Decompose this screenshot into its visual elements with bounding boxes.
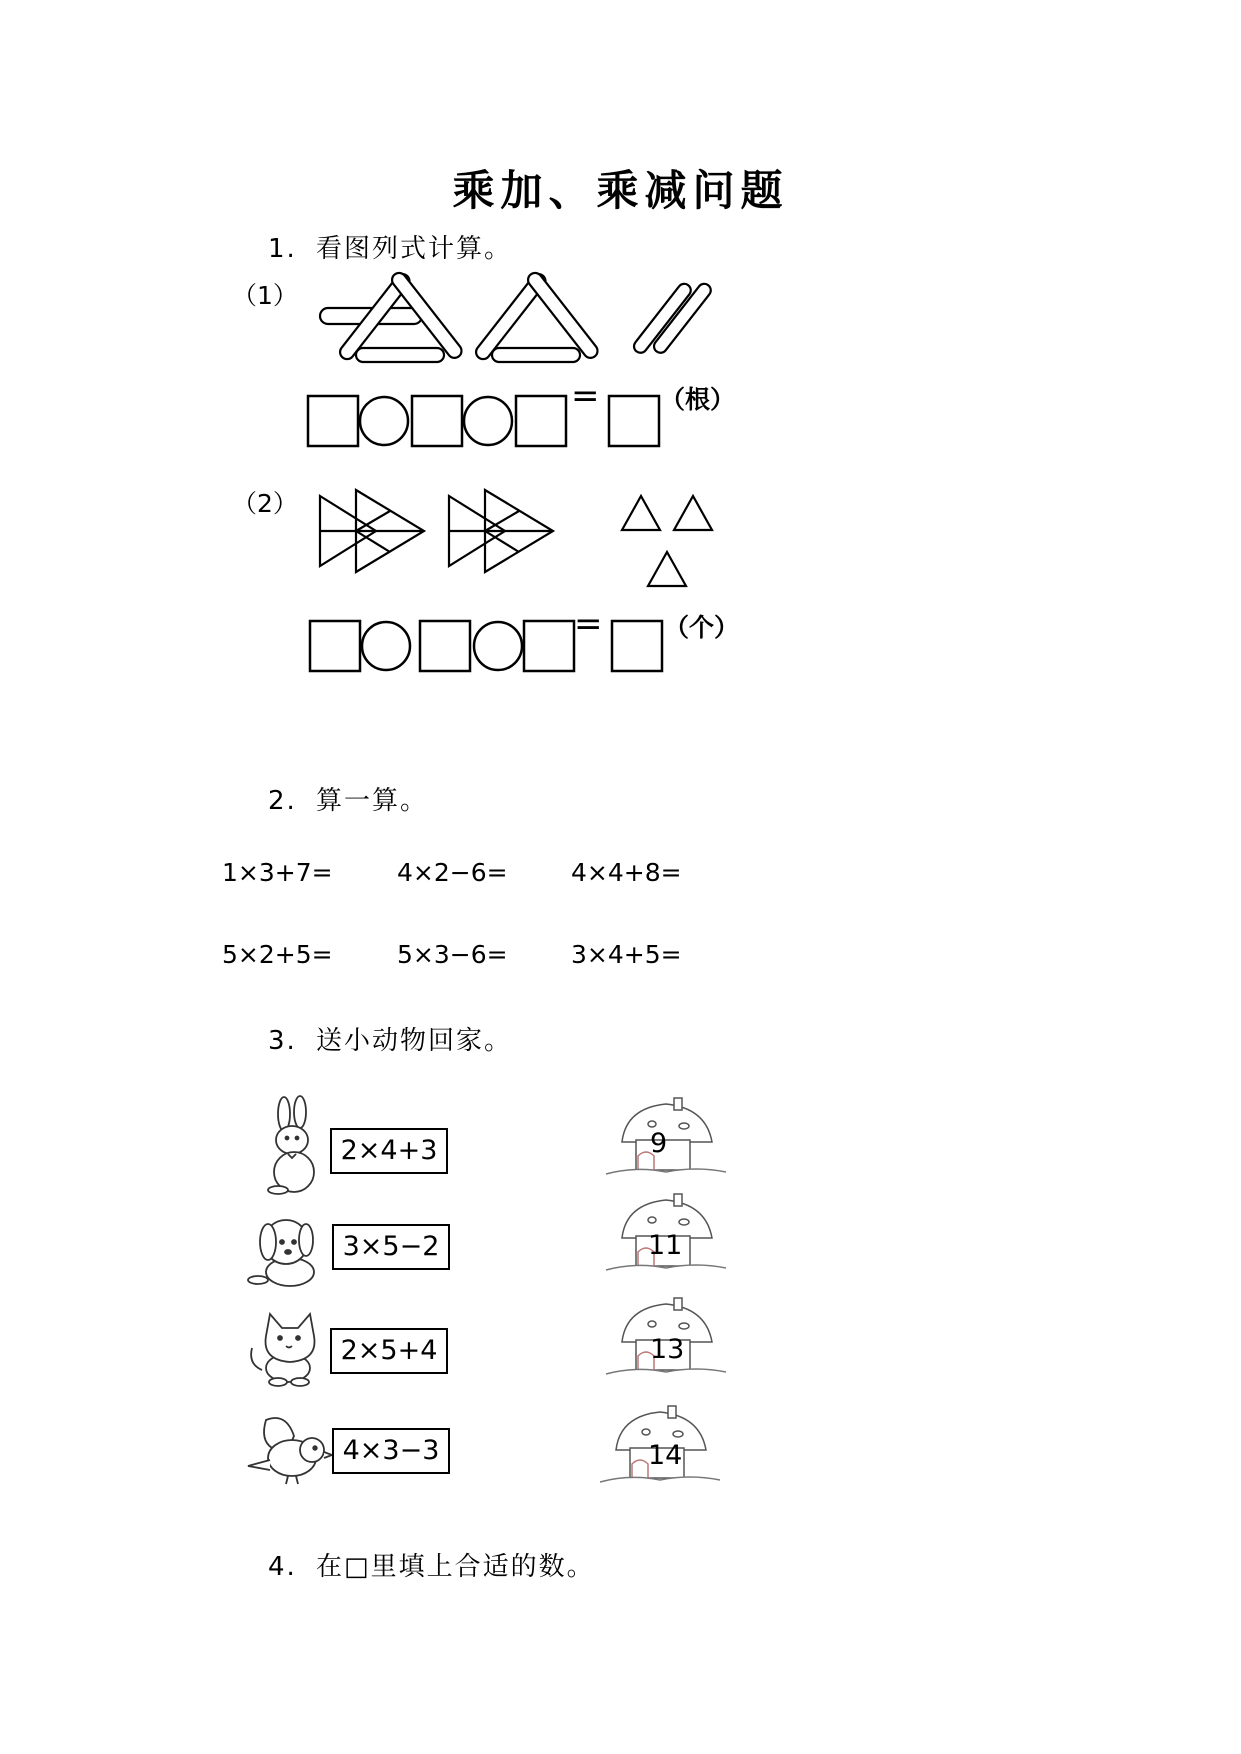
calc-item: 5×2+5= [222,940,333,969]
equals-sign: = [571,376,600,416]
house-number: 14 [648,1440,683,1471]
animal-expression-box: 2×5+4 [330,1328,448,1374]
question-1-number: 1. [268,234,297,264]
stick-pair [628,278,718,358]
question-4-box: □ [344,1552,371,1582]
operator-circle [362,622,410,670]
question-2-heading [268,780,428,817]
operator-circle [464,397,512,445]
question-2-number: 2. [268,786,297,816]
triangle-arrow-figure-1 [318,488,430,574]
operator-circle [360,397,408,445]
answer-box [516,396,566,446]
answer-box [420,621,470,671]
unit-label-triangles: （个） [664,613,740,642]
unit-label-sticks: （根） [660,385,736,414]
animal-expression-box: 4×3−3 [332,1428,450,1474]
stick-triangle-2 [476,272,596,368]
question-3-number: 3. [268,1026,297,1056]
stick-triangle-1 [340,272,460,368]
animal-expression-box: 2×4+3 [330,1128,448,1174]
question-4-text-before: 在 [316,1552,345,1582]
question-4-number: 4. [268,1552,297,1582]
answer-box [524,621,574,671]
result-box [610,617,670,677]
equals-sign: = [574,604,603,644]
triangle-arrow-figure-2 [447,488,559,574]
calc-item: 1×3+7= [222,858,333,887]
animal-expression-box: 3×5−2 [332,1224,450,1270]
cat-icon [242,1306,328,1388]
house-number: 11 [648,1230,683,1261]
question-4-text-after: 里填上合适的数。 [370,1552,595,1582]
result-box [607,392,667,452]
calc-item: 4×2−6= [397,858,508,887]
dog-icon [244,1212,330,1290]
question-4-heading [268,1546,595,1583]
answer-box [308,396,358,446]
house-number: 13 [650,1334,685,1365]
answer-box [310,621,360,671]
question-1-part-1-label: （1） [232,281,298,310]
question-3-text: 送小动物回家。 [316,1026,513,1056]
question-2-text: 算一算。 [316,786,429,816]
bird-icon [242,1408,334,1488]
calc-item: 3×4+5= [571,940,682,969]
calc-item: 4×4+8= [571,858,682,887]
question-1-text: 看图列式计算。 [316,234,513,264]
house-number: 9 [650,1128,668,1159]
loose-triangles [620,492,720,592]
page-title: 乘加、乘减问题 [452,166,789,215]
rabbit-icon [262,1096,328,1196]
answer-box [412,396,462,446]
question-3-heading [268,1020,512,1057]
operator-circle [474,622,522,670]
question-1-part-2-label: （2） [232,489,298,518]
calc-item: 5×3−6= [397,940,508,969]
